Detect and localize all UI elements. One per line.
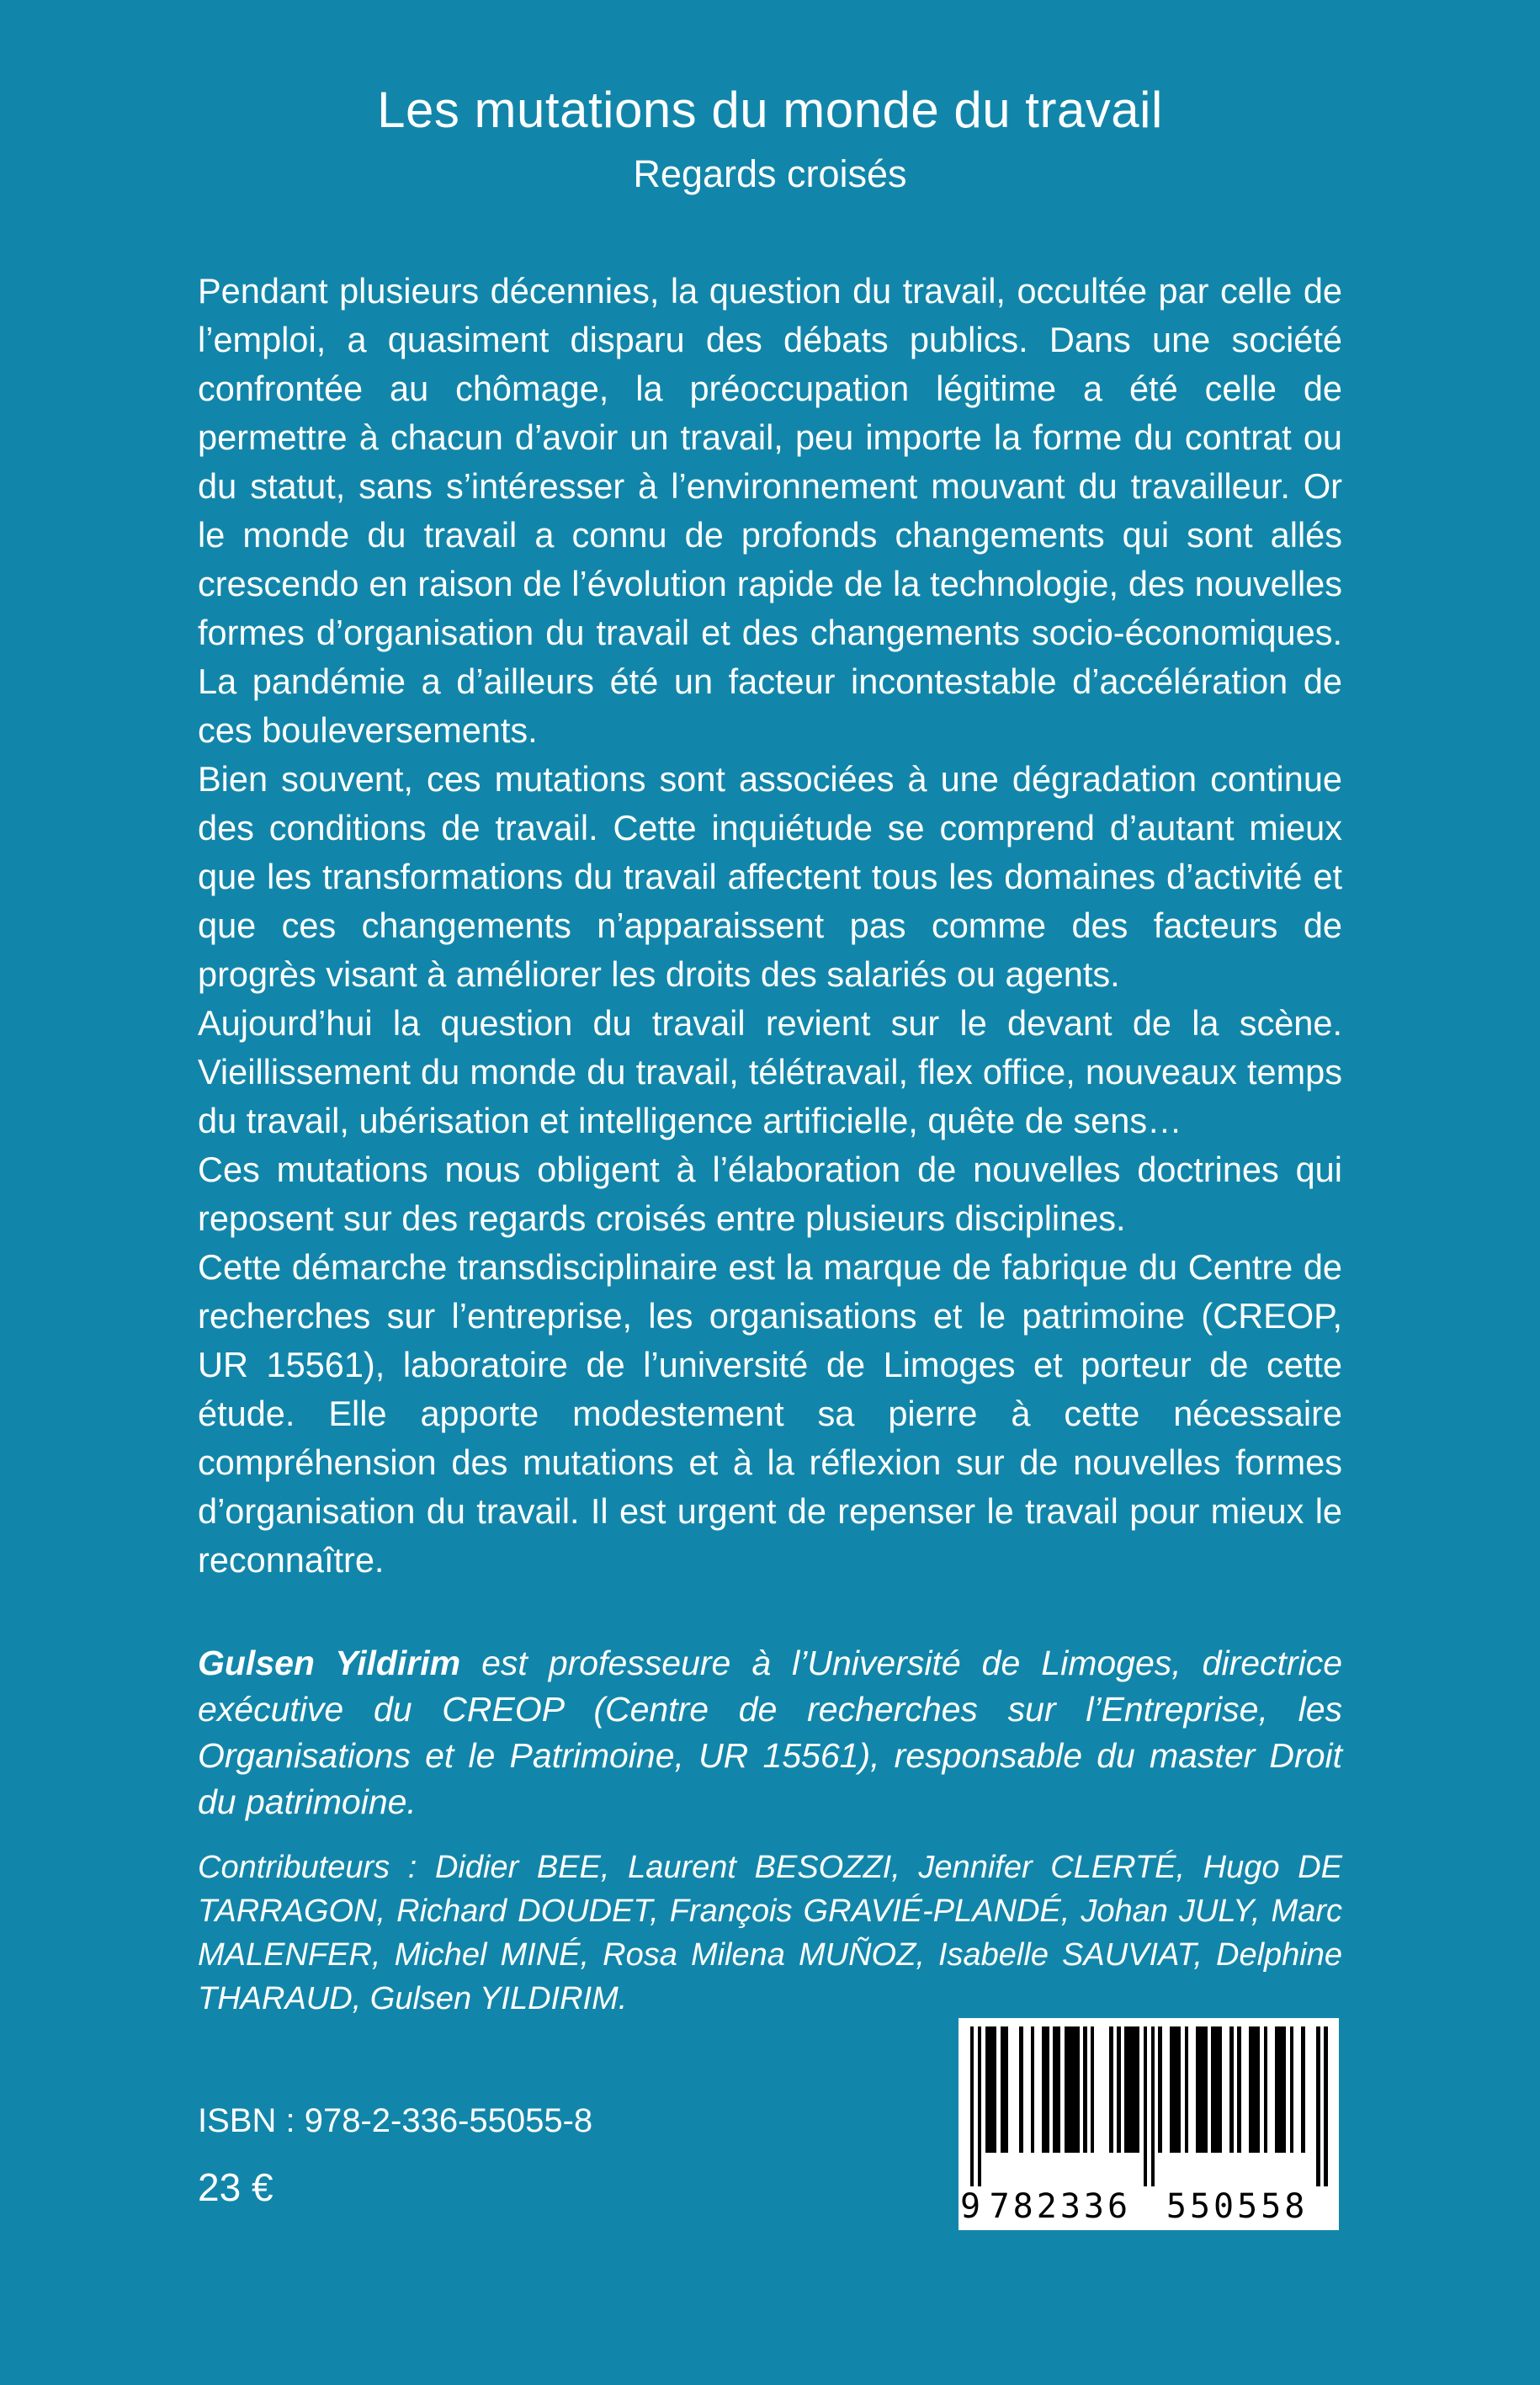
synopsis-paragraph: Cette démarche transdisciplinaire est la marque de fabrique du Centre de recherches sur l’entreprise, les organisations et le patrimoine (CREOP, UR 15561), laboratoire de l’université de Limoges et porteur de cette étude. Elle apporte modestement sa pierre à cette nécessaire compréhension des mutations et à la réflexion sur de nouvelles formes d’organisation du travail. Il est urgent de repenser le travail pour mieux le reconnaître. [198, 1247, 1342, 1580]
price: 23 € [198, 2165, 273, 2209]
author-name: Gulsen Yildirim [198, 1644, 461, 1682]
barcode-bars [970, 2026, 1327, 2186]
book-title: Les mutations du monde du travail [377, 82, 1163, 138]
barcode-digits-group2: 550558 [1159, 2188, 1316, 2225]
barcode-digit-left: 9 [960, 2187, 981, 2226]
synopsis [198, 267, 1342, 1585]
isbn: ISBN : 978-2-336-55055-8 [198, 2102, 593, 2139]
contributors: Contributeurs : Didier BEE, Laurent BESOZZI, Jennifer CLERTÉ, Hugo DE TARRAGON, Richard DOUDET, François GRAVIÉ-PLANDÉ, Johan JULY, Marc MALENFER, Michel MINÉ, Rosa Milena MUÑOZ, Isabelle SAUVIAT, Delphine THARAUD, Gulsen YILDIRIM. [198, 1850, 1342, 2016]
synopsis-paragraph: Ces mutations nous obligent à l’élaboration de nouvelles doctrines qui reposent sur des regards croisés entre plusieurs disciplines. [198, 1150, 1342, 1238]
synopsis-paragraph: Bien souvent, ces mutations sont associées à une dégradation continue des conditions de travail. Cette inquiétude se comprend d’autant mieux que les transformations du travail affectent tous les domaines d’activité et que ces changements n’apparaissent pas comme des facteurs de progrès visant à améliorer les droits des salariés ou agents. [198, 759, 1342, 994]
synopsis-paragraph: Pendant plusieurs décennies, la question du travail, occultée par celle de l’emploi, a quasiment disparu des débats publics. Dans une société confrontée au chômage, la préoccupation légitime a été celle de permettre à chacun d’avoir un travail, peu importe la forme du contrat ou du statut, sans s’intéresser à l’environnement mouvant du travailleur. Or le monde du travail a connu de profonds changements qui sont allés crescendo en raison de l’évolution rapide de la technologie, des nouvelles formes d’organisation du travail et des changements socio-économiques. La pandémie a d’ailleurs été un facteur incontestable d’accélération de ces bouleversements. [198, 271, 1342, 750]
barcode [959, 2018, 1339, 2230]
barcode-digits [960, 2187, 1327, 2226]
book-subtitle: Regards croisés [633, 152, 907, 195]
author-bio-text: est professeure à l’Université de Limoges, directrice exécutive du CREOP (Centre de recherches sur l’Entreprise, les Organisations et le Patrimoine, UR 15561), responsable du master Droit du patrimoine. [198, 1644, 1342, 1821]
barcode-digits-group1: 782336 [982, 2188, 1139, 2225]
author-bio [198, 1640, 1342, 1825]
synopsis-paragraph: Aujourd’hui la question du travail revient sur le devant de la scène. Vieillissement du monde du travail, télétravail, flex office, nouveaux temps du travail, ubérisation et intelligence artificielle, quête de sens… [198, 1003, 1342, 1140]
